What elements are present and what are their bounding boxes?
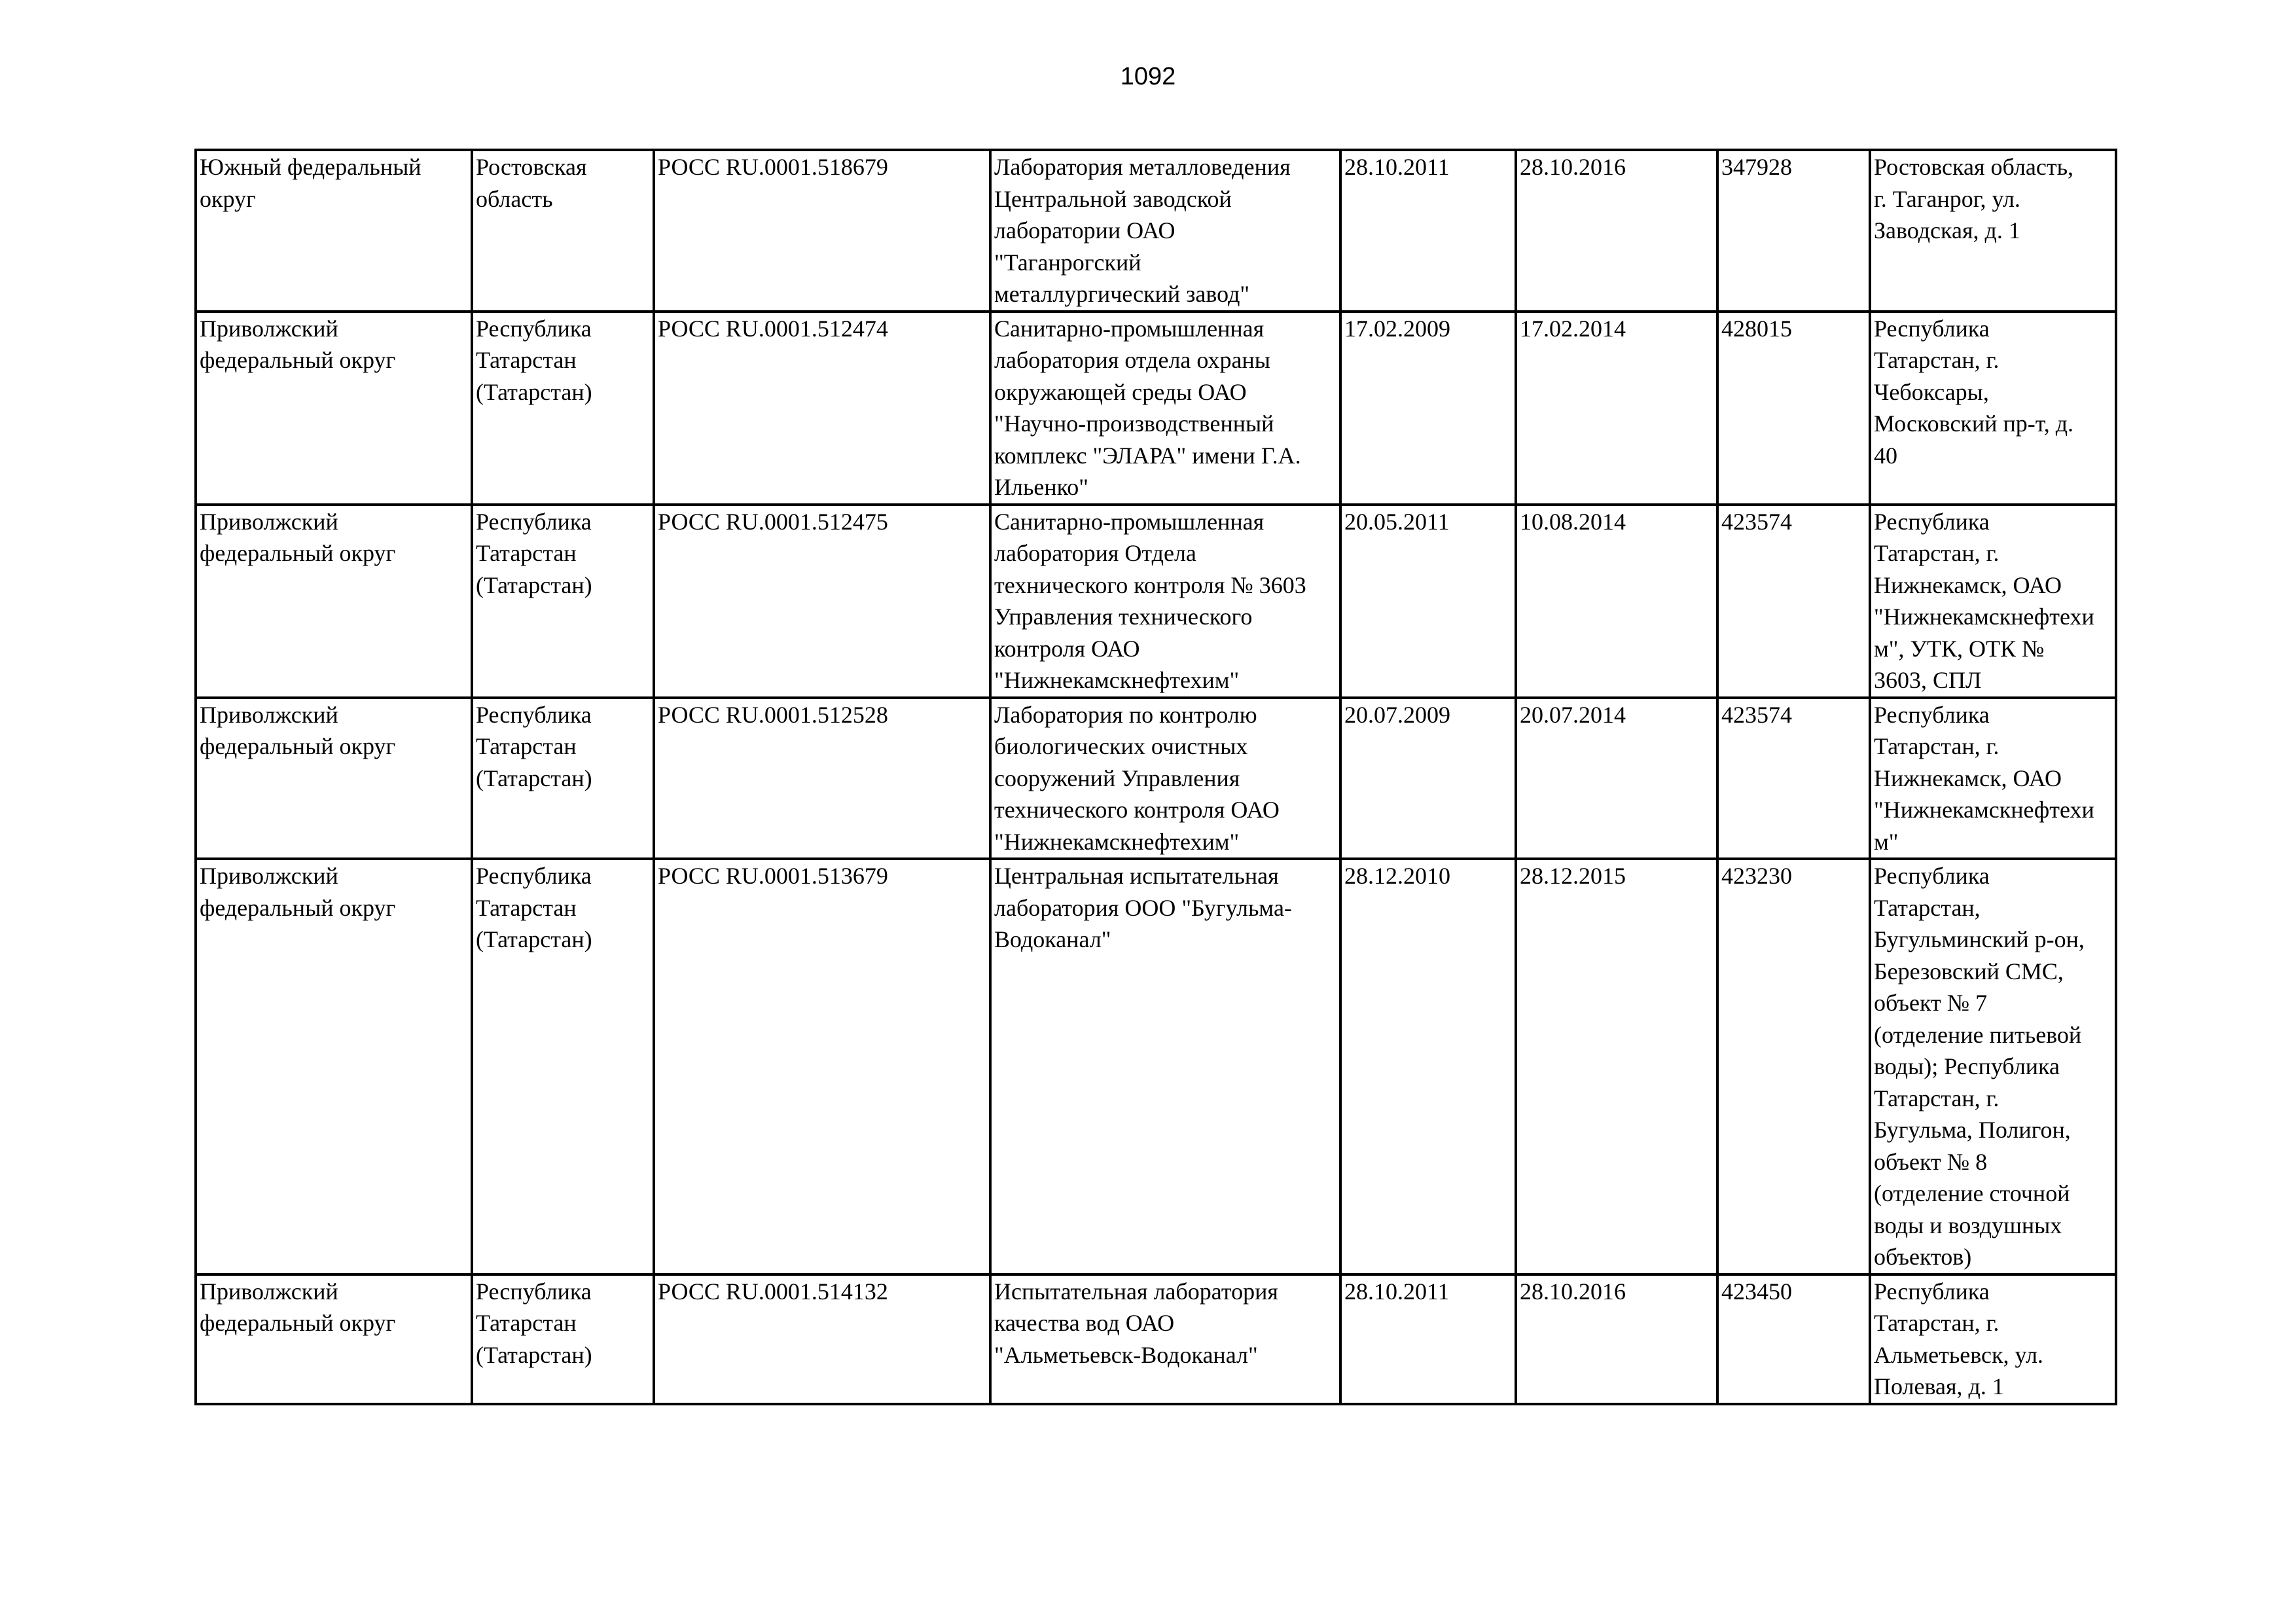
table-row [196,859,2116,1274]
region-cell: Республика Татарстан (Татарстан) [472,312,654,505]
expiry-date-cell: 17.02.2014 [1516,312,1717,505]
issue-date-cell: 28.10.2011 [1340,150,1516,312]
region-cell: Республика Татарстан (Татарстан) [472,1274,654,1404]
registration-number-cell: РОСС RU.0001.518679 [654,150,990,312]
postcode-cell: 423574 [1717,698,1870,859]
expiry-date-cell: 28.12.2015 [1516,859,1717,1274]
table-row [196,150,2116,312]
table-row [196,698,2116,859]
address-cell: Республика Татарстан, Бугульминский р-он, Березовский СМС, объект № 7 (отделение питьевой воды); Республика Татарстан, г. Бугульма, Полигон, объект № 8 (отделение сточной воды и воздушных объектов) [1870,859,2116,1274]
issue-date-cell: 28.10.2011 [1340,1274,1516,1404]
laboratory-name-cell: Лаборатория по контролю биологических очистных сооружений Управления технического контроля ОАО "Нижнекамскнефтехим" [990,698,1340,859]
expiry-date-cell: 28.10.2016 [1516,1274,1717,1404]
region-cell: Республика Татарстан (Татарстан) [472,859,654,1274]
expiry-date-cell: 28.10.2016 [1516,150,1717,312]
postcode-cell: 423574 [1717,505,1870,698]
expiry-date-cell: 20.07.2014 [1516,698,1717,859]
federal-district-cell: Южный федеральный округ [196,150,472,312]
region-cell: Республика Татарстан (Татарстан) [472,505,654,698]
federal-district-cell: Приволжский федеральный округ [196,859,472,1274]
expiry-date-cell: 10.08.2014 [1516,505,1717,698]
registration-number-cell: РОСС RU.0001.512474 [654,312,990,505]
issue-date-cell: 20.07.2009 [1340,698,1516,859]
laboratory-name-cell: Лаборатория металловедения Центральной заводской лаборатории ОАО "Таганрогский металлургический завод" [990,150,1340,312]
page-number: 1092 [1120,63,1176,90]
postcode-cell: 428015 [1717,312,1870,505]
table-row [196,1274,2116,1404]
registration-number-cell: РОСС RU.0001.513679 [654,859,990,1274]
region-cell: Республика Татарстан (Татарстан) [472,698,654,859]
federal-district-cell: Приволжский федеральный округ [196,698,472,859]
table-row [196,505,2116,698]
registration-number-cell: РОСС RU.0001.512528 [654,698,990,859]
issue-date-cell: 17.02.2009 [1340,312,1516,505]
address-cell: Республика Татарстан, г. Нижнекамск, ОАО "Нижнекамскнефтехи м", УТК, ОТК № 3603, СПЛ [1870,505,2116,698]
issue-date-cell: 20.05.2011 [1340,505,1516,698]
issue-date-cell: 28.12.2010 [1340,859,1516,1274]
address-cell: Республика Татарстан, г. Чебоксары, Московский пр-т, д. 40 [1870,312,2116,505]
laboratory-name-cell: Центральная испытательная лаборатория ООО "Бугульма- Водоканал" [990,859,1340,1274]
region-cell: Ростовская область [472,150,654,312]
laboratory-name-cell: Испытательная лаборатория качества вод ОАО "Альметьевск-Водоканал" [990,1274,1340,1404]
registration-number-cell: РОСС RU.0001.512475 [654,505,990,698]
table-row [196,312,2116,505]
federal-district-cell: Приволжский федеральный округ [196,505,472,698]
postcode-cell: 423230 [1717,859,1870,1274]
postcode-cell: 347928 [1717,150,1870,312]
address-cell: Республика Татарстан, г. Альметьевск, ул. Полевая, д. 1 [1870,1274,2116,1404]
laboratory-name-cell: Санитарно-промышленная лаборатория отдела охраны окружающей среды ОАО "Научно-производственный комплекс "ЭЛАРА" имени Г.А. Ильенко" [990,312,1340,505]
postcode-cell: 423450 [1717,1274,1870,1404]
address-cell: Ростовская область, г. Таганрог, ул. Заводская, д. 1 [1870,150,2116,312]
registration-number-cell: РОСС RU.0001.514132 [654,1274,990,1404]
federal-district-cell: Приволжский федеральный округ [196,1274,472,1404]
laboratory-registry-table [194,149,2117,1405]
laboratory-name-cell: Санитарно-промышленная лаборатория Отдела технического контроля № 3603 Управления технического контроля ОАО "Нижнекамскнефтехим" [990,505,1340,698]
address-cell: Республика Татарстан, г. Нижнекамск, ОАО "Нижнекамскнефтехи м" [1870,698,2116,859]
federal-district-cell: Приволжский федеральный округ [196,312,472,505]
